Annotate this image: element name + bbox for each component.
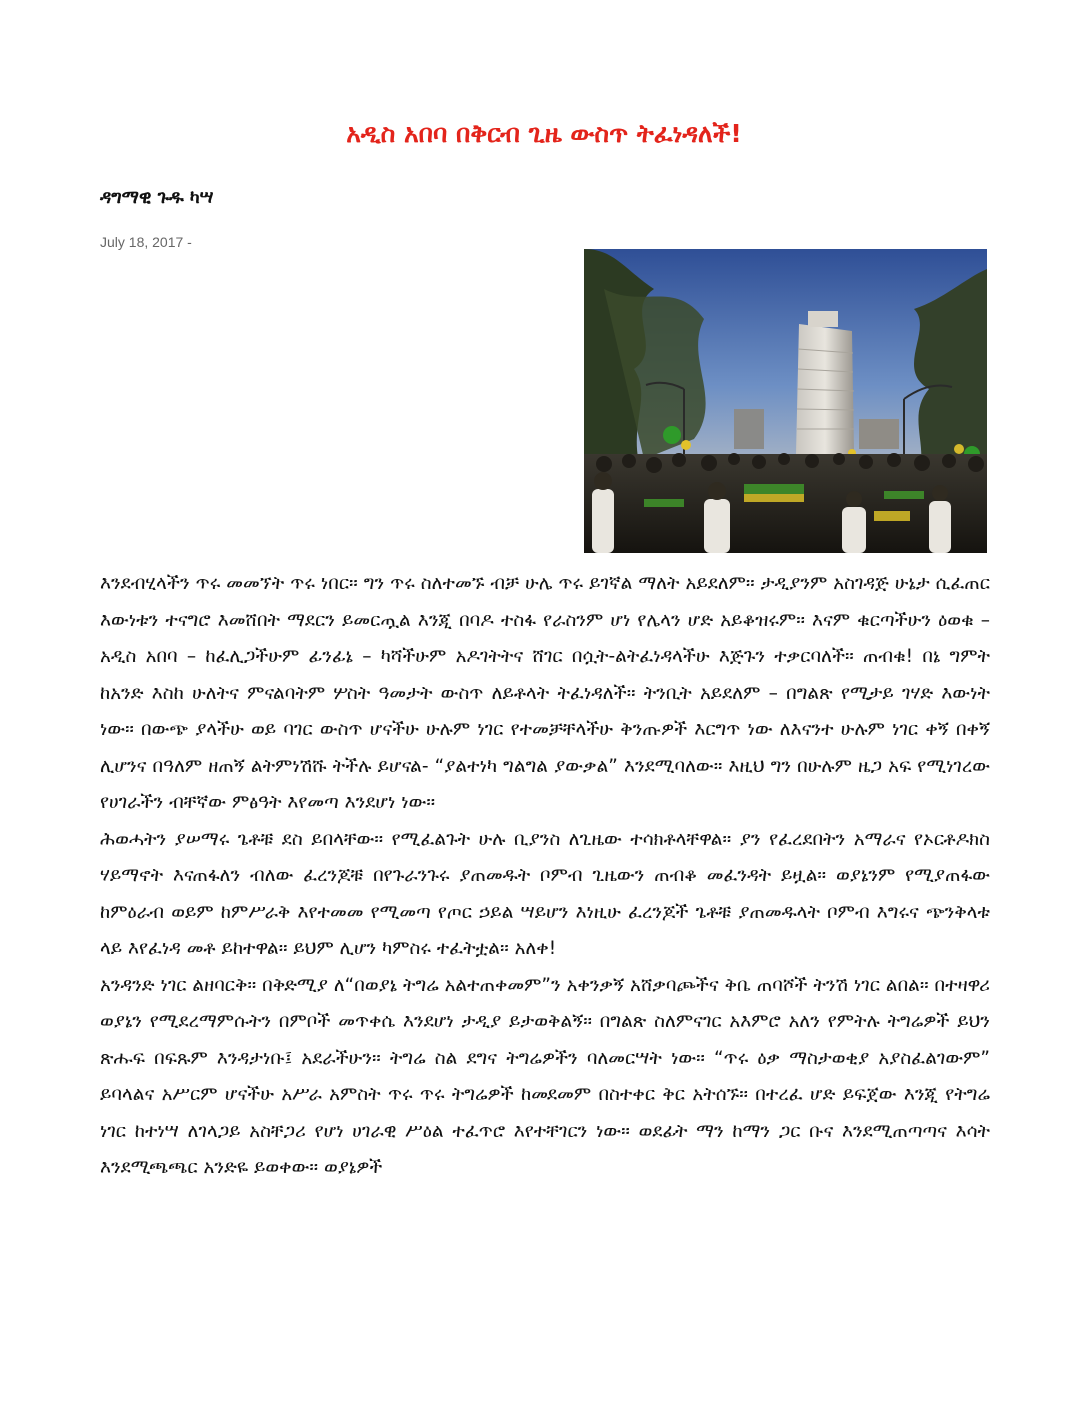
article-paragraph: ሕወሓትን ያሠማሩ ጌቶቹ ደስ ይበላቸው፡፡ የሚፈልጉት ሁሉ ቢያንስ ለጊዜው ተሳክቶላቸዋል፡፡ ያን የፈረደበትን አማራና የኦርቶዶክስ ሃይማኖት እናጠፋለን ብለው ፈረንጆቹ በየጉራንጉሩ ያጠመዱት ቦምብ ጊዜውን ጠብቆ መፈንዳት ይዟል፡፡ ወያኔንም የሚያጠፋው ከምዕራብ ወይም ከምሥራቅ እየተመመ የሚመጣ የጦር ኃይል ሣይሆን እነዚሁ ፈረንጆች ጌቶቹ ያጠመዱላት ቦምብ እግሩና ጭንቅላቱ ላይ እየፈነዳ መቶ ይከተዋል፡፡ ይህም ሊሆን ካምስሩ ተፈትቷል፡፡ አለቀ! xyxy=(100,828,990,959)
photo-illustration xyxy=(584,249,987,553)
crowd-street-photo xyxy=(584,249,987,553)
article-paragraph: አንዳንድ ነገር ልዘባርቅ፡፡ በቅድሚያ ለ“በወያኔ ትግሬ አልተጠቀመም”ን አቀንቃኝ አሸቃባጮችና ቅቤ ጠባሾች ትንሽ ነገር ልበል፡፡ በተዛዋሪ ወያኔን የሚደረማምሱትን በምቦች መጥቀሴ እንደሆነ ታዲያ ይታወቅልኝ፡፡ በግልጽ ስለምናገር አእምሮ አለን የምትሉ ትግሬዎች ይህን ጽሑፍ በፍጹም እንዳታነቡ፤ አደራችሁን፡፡ ትግሬ ስል ደግና ትግሬዎችን ባለመርሣት ነው፡፡ “ጥሩ ዕቃ ማስታወቂያ አያስፈልገውም” ይባላልና አሥርም ሆናችሁ አሥራ አምስት ጥሩ ጥሩ ትግሬዎች ከመደመም በስተቀር ቅር አትሰኙ፡፡ በተረፈ ሆድ ይፍጀው እንጂ የትግሬ ነገር ከተነሣ ለገላጋይ አስቸጋሪ የሆነ ሀገራዊ ሥዕል ተፈጥሮ እየተቸገርን ነው፡፡ ወደፊት ማን ከማን ጋር ቡና እንደሚጠጣጣና እሳት እንደሚጫጫር አንድዬ ይወቀው፡፡ ወያኔዎች xyxy=(100,974,990,1178)
author-name: ዳግማዊ ጉዱ ካሣ xyxy=(100,187,214,208)
article-body xyxy=(100,566,990,1187)
post-date: July 18, 2017 - xyxy=(100,234,192,250)
page-title: አዲስ አበባ በቅርብ ጊዜ ውስጥ ትፈነዳለች! xyxy=(346,119,742,148)
article-paragraph: እንደብሂላችን ጥሩ መመኘት ጥሩ ነበር፡፡ ግን ጥሩ ስለተመኙ ብቻ ሁሌ ጥሩ ይገኛል ማለት አይደለም፡፡ ታዲያንም አስገዳጅ ሁኔታ ሲፈጠር እውነቱን ተናግሮ እመሸበት ማደርን ይመርጧል እንጂ በባዶ ተስፋ የራስንም ሆነ የሌላን ሆድ አይቆዝሩም፡፡ እናም ቁርጣችሁን ዕወቁ – አዲስ አበባ – ከፈሊጋችሁም ፊንፊኔ – ካሻችሁም አዶገትትና ሸገር በሷት-ልትፈነዳላችሁ እጅጉን ተቃርባለች፡፡ ጠብቁ! በኔ ግምት ከአንድ እስከ ሁለትና ምናልባትም ሦስት ዓመታት ውስጥ ለይቶላት ትፈነዳለች፡፡ ትንቢት አይደለም – በግልጽ የሚታይ ገሃድ እውነት ነው፡፡ በውጭ ያላችሁ ወይ ባገር ውስጥ ሆናችሁ ሁሉም ነገር የተመቻቸላችሁ ቅንጡዎች እርግጥ ነው ለእናንተ ሁሉም ነገር ቀኝ በቀኝ ሊሆንና በዓለም ዘጠኝ ልትምነሽሹ ትችሉ ይሆናል- “ያልተነካ ግልግል ያውቃል” እንደሚባለው፡፡ እዚህ ግን በሁሉም ዜጋ አፍ የሚነገረው የሀገራችን ብቸኛው ምፅዓት እየመጣ እንደሆነ ነው፡፡ xyxy=(100,573,990,813)
